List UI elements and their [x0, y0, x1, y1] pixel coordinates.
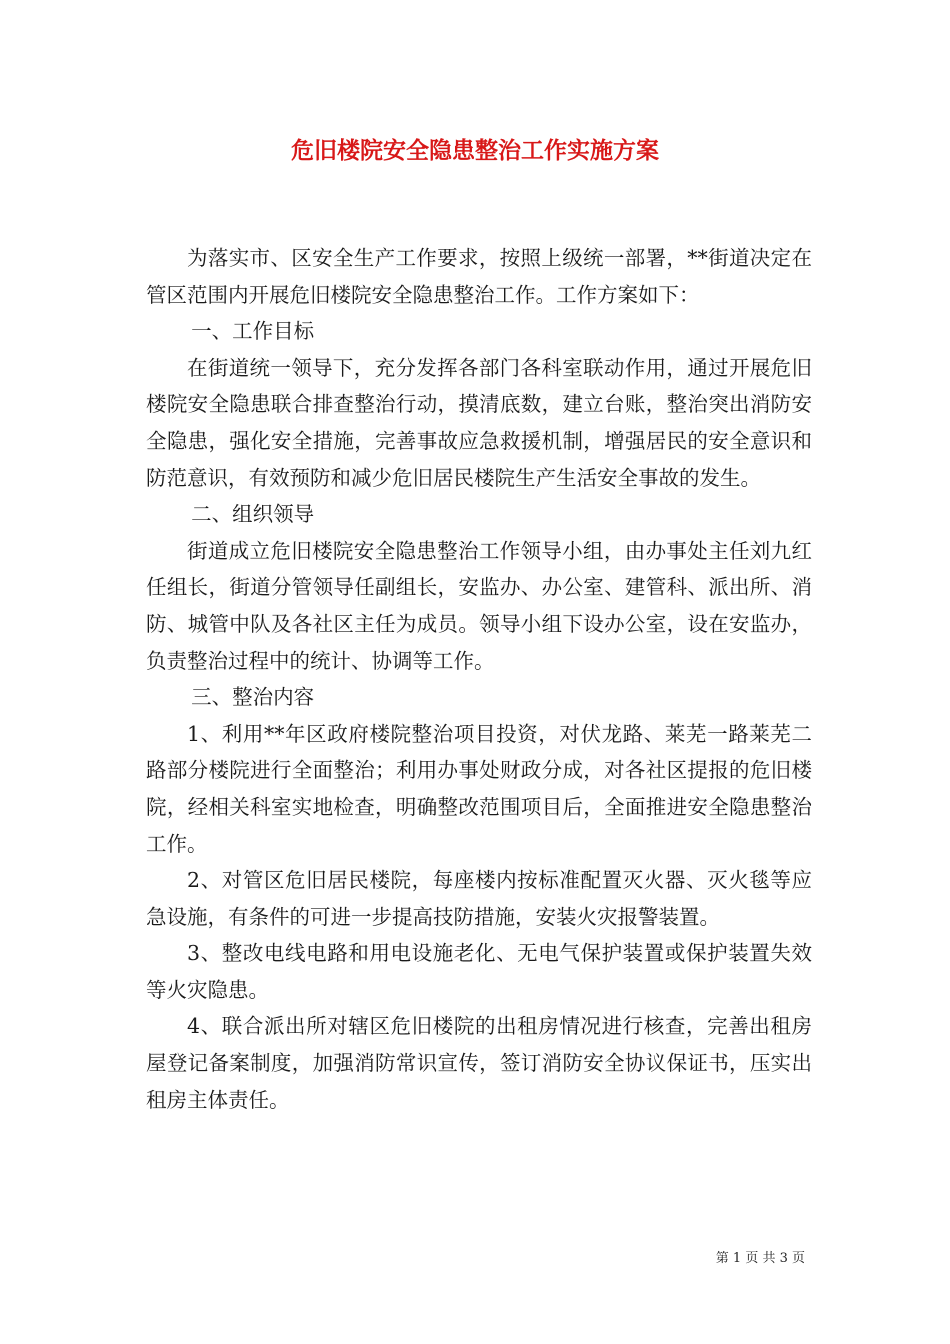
content-item-2: 2、对管区危旧居民楼院，每座楼内按标准配置灭火器、灭火毯等应急设施，有条件的可进一步提高技防措施，安装火灾报警装置。	[146, 868, 812, 929]
goals-paragraph: 在街道统一领导下，充分发挥各部门各科室联动作用，通过开展危旧楼院安全隐患联合排查整治行动，摸清底数，建立台账，整治突出消防安全隐患，强化安全措施，完善事故应急救援机制，增强居民的安全意识和防范意识，有效预防和减少危旧居民楼院生产生活安全事故的发生。	[146, 355, 812, 490]
intro-paragraph: 为落实市、区安全生产工作要求，按照上级统一部署，**街道决定在管区范围内开展危旧楼院安全隐患整治工作。工作方案如下：	[146, 246, 812, 307]
section-heading-leadership: 二、组织领导	[191, 502, 315, 527]
content-item-1: 1、利用**年区政府楼院整治项目投资，对伏龙路、莱芜一路莱芜二路部分楼院进行全面整治；利用办事处财政分成，对各社区提报的危旧楼院，经相关科室实地检查，明确整改范围项目后，全面推进安全隐患整治工作。	[146, 721, 812, 856]
content-item-3: 3、整改电线电路和用电设施老化、无电气保护装置或保护装置失效等火灾隐患。	[146, 941, 812, 1002]
leadership-paragraph: 街道成立危旧楼院安全隐患整治工作领导小组，由办事处主任刘九红任组长，街道分管领导任副组长，安监办、办公室、建管科、派出所、消防、城管中队及各社区主任为成员。领导小组下设办公室，设在安监办，负责整治过程中的统计、协调等工作。	[146, 538, 812, 673]
section-heading-goals: 一、工作目标	[191, 319, 315, 344]
content-item-4: 4、联合派出所对辖区危旧楼院的出租房情况进行核查，完善出租房屋登记备案制度，加强消防常识宣传，签订消防安全协议保证书，压实出租房主体责任。	[146, 1014, 812, 1112]
document-title: 危旧楼院安全隐患整治工作实施方案	[291, 137, 659, 164]
page-number: 第 1 页 共 3 页	[715, 1251, 805, 1266]
document-body	[146, 240, 812, 1118]
section-heading-content: 三、整治内容	[191, 685, 315, 710]
